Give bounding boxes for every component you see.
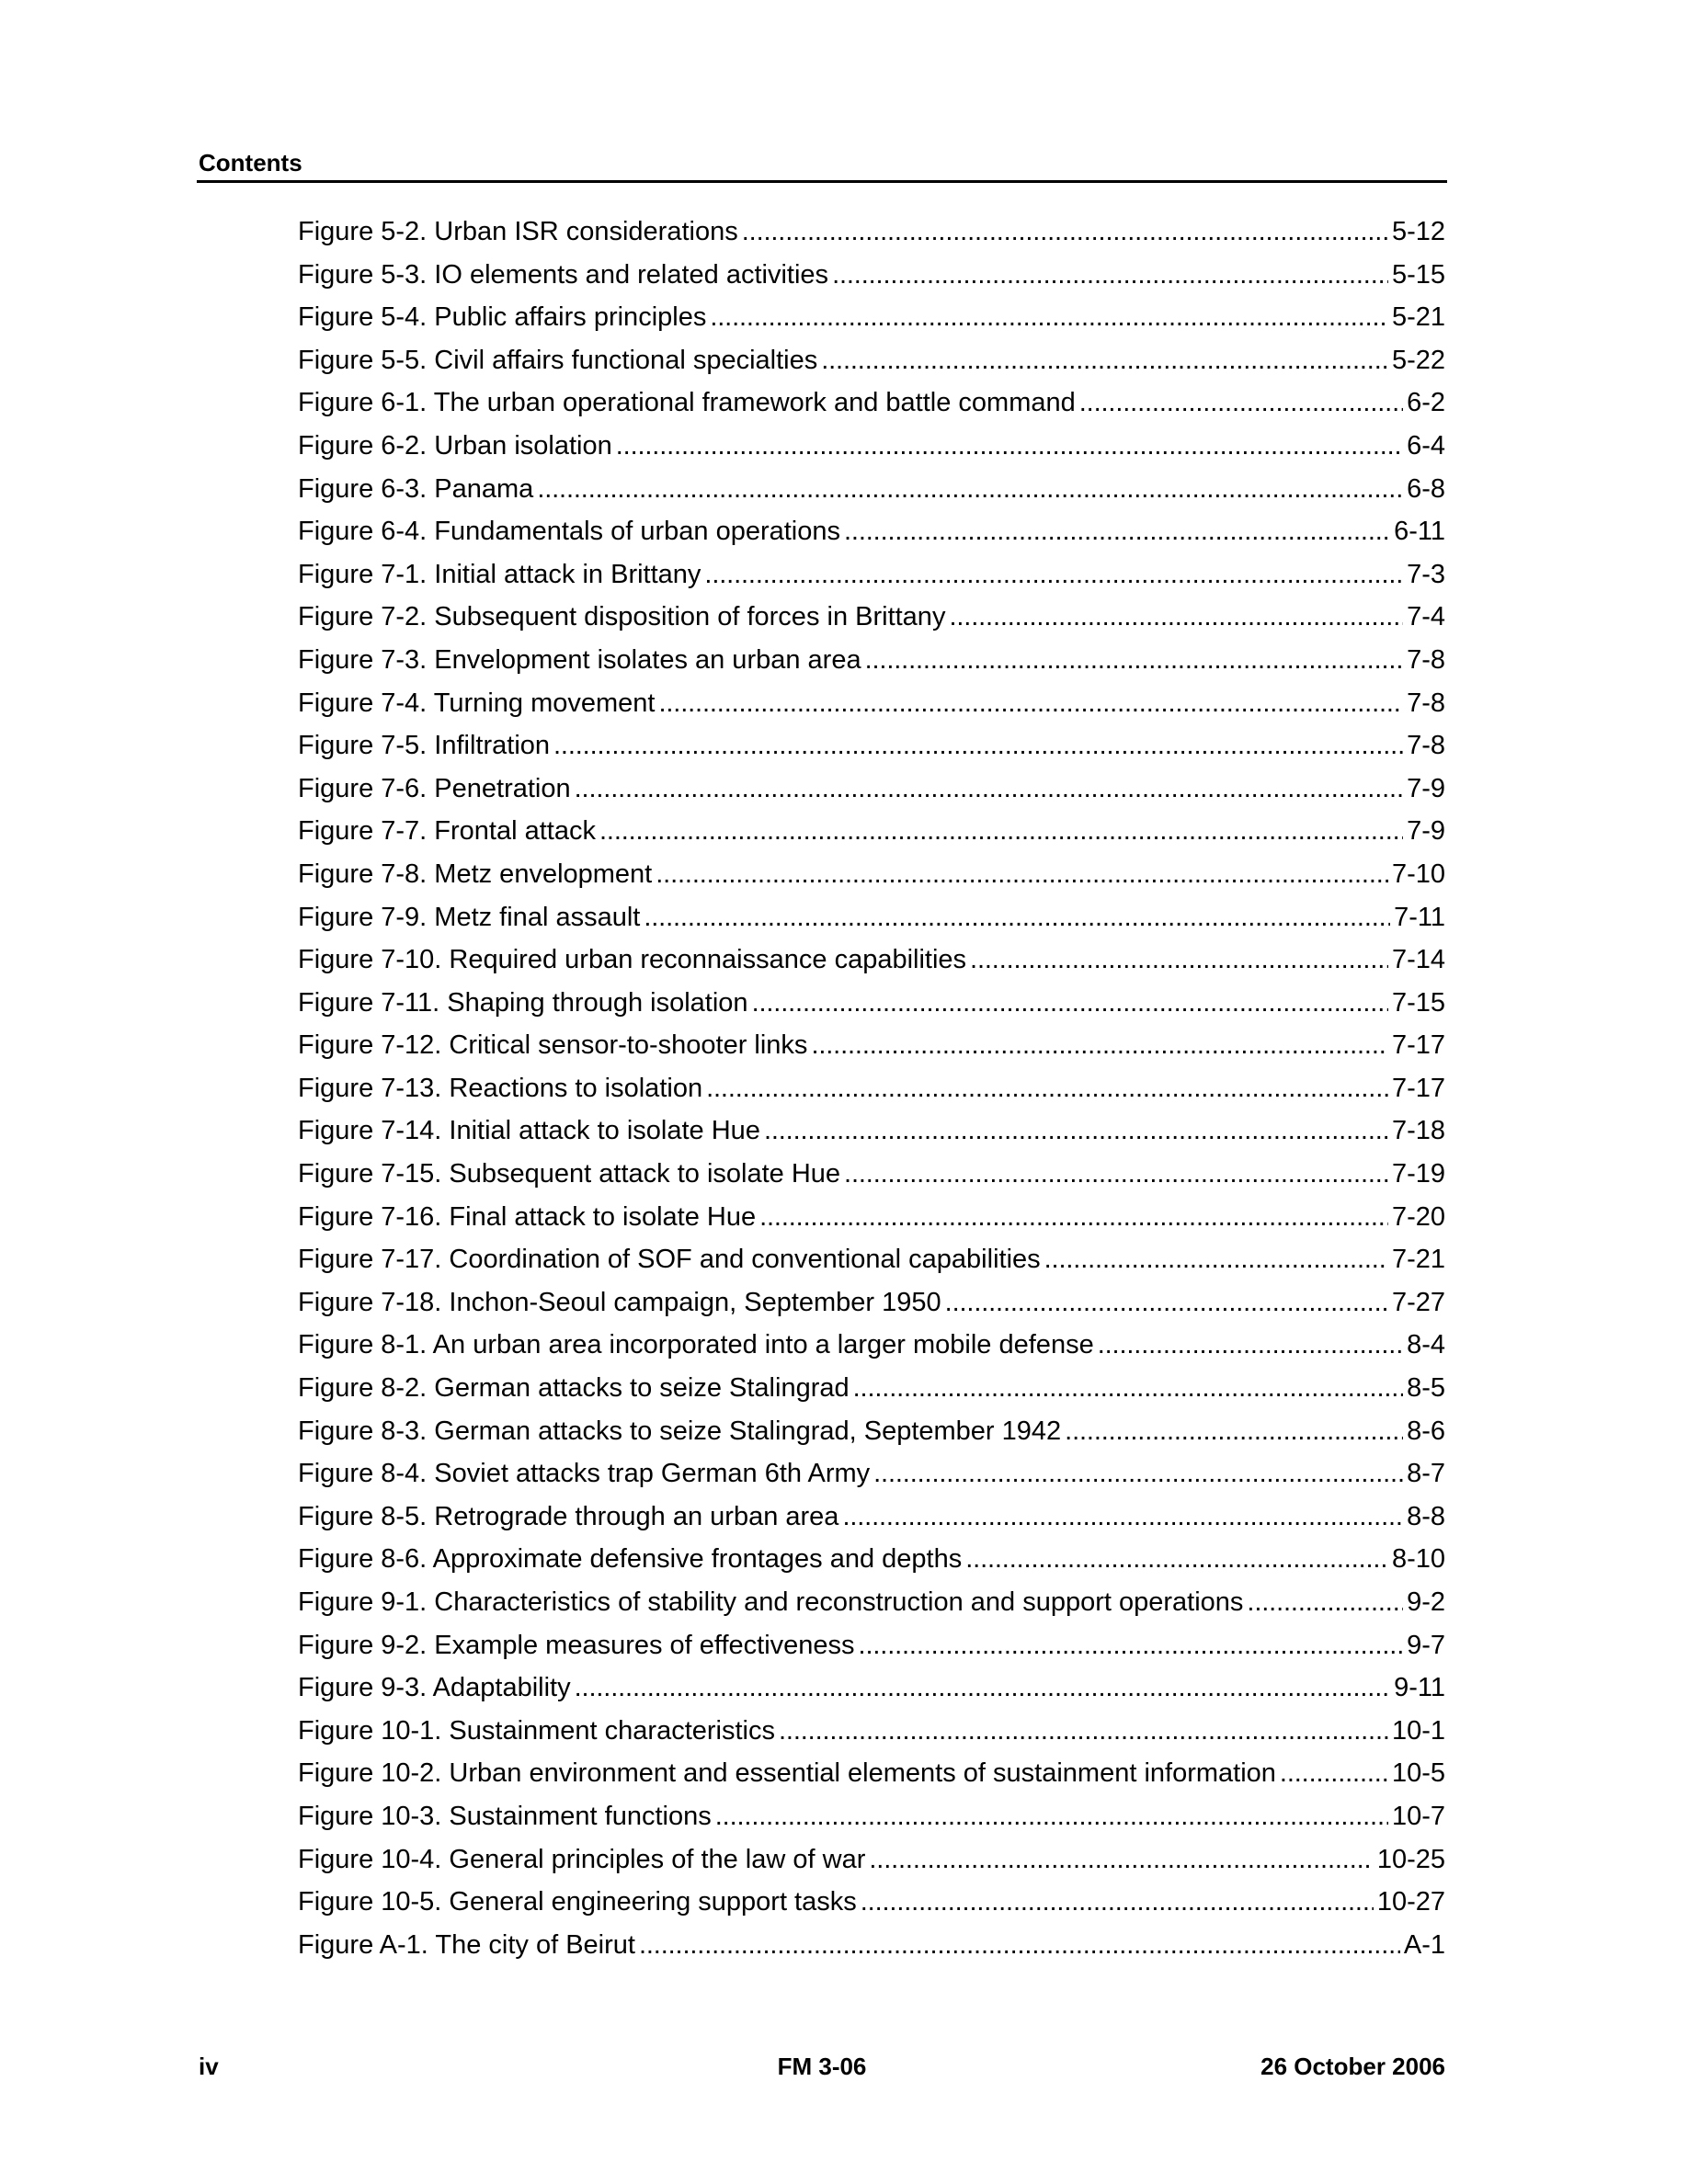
toc-entry[interactable] (298, 856, 1445, 899)
toc-entry-page: 5-12 (1391, 217, 1445, 246)
dot-leader (742, 213, 1388, 250)
toc-entry-page: 6-4 (1407, 430, 1445, 461)
toc-entry[interactable] (298, 1413, 1445, 1456)
toc-entry[interactable] (298, 1498, 1445, 1541)
dot-leader (865, 642, 1403, 678)
toc-entry-title: Figure 6-1. The urban operational framework and battle command (298, 388, 1076, 418)
toc-entry-page: 9-2 (1407, 1587, 1445, 1617)
dot-leader (779, 1712, 1388, 1749)
toc-entry-title: Figure 9-2. Example measures of effectiveness (298, 1630, 855, 1660)
toc-entry[interactable] (298, 1755, 1445, 1798)
toc-entry[interactable] (298, 899, 1445, 942)
toc-entry[interactable] (298, 556, 1445, 599)
toc-entry-page: 7-4 (1407, 602, 1445, 632)
toc-entry[interactable] (298, 1669, 1445, 1712)
dot-leader (1280, 1755, 1388, 1792)
dot-leader (704, 556, 1403, 593)
dot-leader (553, 727, 1403, 764)
toc-entry[interactable] (298, 1284, 1445, 1327)
toc-entry-title: Figure 7-12. Critical sensor-to-shooter links (298, 1030, 808, 1061)
toc-entry-page: 7-9 (1407, 773, 1445, 803)
toc-entry-title: Figure 7-11. Shaping through isolation (298, 987, 748, 1018)
dot-leader (861, 1883, 1374, 1920)
toc-entry-page: 7-10 (1391, 859, 1445, 889)
toc-entry-title: Figure 7-2. Subsequent disposition of forces in Brittany (298, 602, 946, 632)
dot-leader (575, 1669, 1390, 1706)
dot-leader (945, 1284, 1388, 1321)
toc-entry-page: 7-27 (1391, 1287, 1445, 1317)
toc-entry-title: Figure 9-1. Characteristics of stability and reconstruction and support operations (298, 1587, 1244, 1617)
toc-entry-page: 8-10 (1391, 1544, 1445, 1575)
dot-leader (537, 471, 1403, 507)
toc-entry-title: Figure 10-3. Sustainment functions (298, 1801, 712, 1831)
toc-entry-page: 7-19 (1391, 1159, 1445, 1189)
dot-leader (616, 427, 1403, 464)
toc-entry-page: 5-21 (1391, 302, 1445, 333)
toc-entry[interactable] (298, 384, 1445, 427)
toc-entry-page: 10-27 (1376, 1887, 1445, 1917)
toc-entry[interactable] (298, 1541, 1445, 1584)
toc-entry-page: 8-4 (1407, 1330, 1445, 1360)
toc-entry[interactable] (298, 1712, 1445, 1756)
toc-entry-title: Figure 7-9. Metz final assault (298, 902, 641, 932)
toc-entry-page: 10-1 (1391, 1715, 1445, 1746)
toc-entry-title: Figure 8-3. German attacks to seize Stalingrad, September 1942 (298, 1416, 1062, 1446)
toc-entry-title: Figure 8-6. Approximate defensive frontages and depths (298, 1544, 963, 1575)
toc-entry-title: Figure 5-3. IO elements and related activities (298, 259, 829, 290)
toc-entry-title: Figure 6-4. Fundamentals of urban operations (298, 517, 841, 547)
toc-entry-title: Figure 7-16. Final attack to isolate Hue (298, 1201, 757, 1232)
toc-entry-page: 7-17 (1391, 1030, 1445, 1061)
toc-entry-page: 8-6 (1407, 1416, 1445, 1446)
dot-leader (706, 1070, 1388, 1107)
toc-entry-page: 7-21 (1391, 1245, 1445, 1275)
toc-entry-page: 7-14 (1391, 945, 1445, 975)
toc-entry[interactable] (298, 1326, 1445, 1370)
toc-entry-title: Figure 7-6. Penetration (298, 773, 571, 803)
toc-entry-title: Figure 7-10. Required urban reconnaissance capabilities (298, 945, 967, 975)
dot-leader (1065, 1413, 1403, 1450)
toc-entry-title: Figure 10-1. Sustainment characteristics (298, 1715, 775, 1746)
toc-entry-title: Figure 5-5. Civil affairs functional specialties (298, 345, 818, 375)
toc-entry-page: 6-8 (1407, 473, 1445, 504)
running-header (197, 147, 1447, 183)
toc-entry-title: Figure 9-3. Adaptability (298, 1673, 571, 1703)
figure-list (298, 213, 1445, 1969)
toc-entry[interactable] (298, 642, 1445, 685)
toc-entry-title: Figure 5-2. Urban ISR considerations (298, 217, 738, 246)
running-footer (199, 2052, 1445, 2088)
footer-date: 26 October 2006 (1260, 2053, 1445, 2080)
header-title: Contents (199, 149, 302, 176)
toc-entry-page: 7-20 (1391, 1201, 1445, 1232)
toc-entry-page: 7-8 (1407, 644, 1445, 675)
toc-entry-title: Figure 7-4. Turning movement (298, 688, 656, 718)
toc-entry-page: A-1 (1403, 1929, 1445, 1960)
toc-entry-title: Figure 7-3. Envelopment isolates an urban area (298, 644, 861, 675)
toc-entry-title: Figure 7-17. Coordination of SOF and conventional capabilities (298, 1245, 1041, 1275)
toc-entry[interactable] (298, 685, 1445, 728)
toc-entry[interactable] (298, 1883, 1445, 1927)
dot-leader (1247, 1584, 1403, 1621)
toc-entry-title: Figure 6-3. Panama (298, 473, 534, 504)
toc-entry-page: 8-5 (1407, 1373, 1445, 1404)
toc-entry-page: 7-8 (1407, 688, 1445, 718)
toc-entry-page: 10-5 (1391, 1758, 1445, 1789)
dot-leader (764, 1112, 1388, 1149)
toc-entry-page: 7-11 (1394, 902, 1445, 932)
toc-entry-page: 5-22 (1391, 345, 1445, 375)
toc-entry[interactable] (298, 1455, 1445, 1498)
dot-leader (844, 513, 1390, 550)
toc-entry[interactable] (298, 1027, 1445, 1070)
dot-leader (832, 256, 1388, 293)
toc-entry[interactable] (298, 984, 1445, 1028)
dot-leader (575, 770, 1403, 807)
toc-entry-title: Figure 7-18. Inchon-Seoul campaign, September 1950 (298, 1287, 941, 1317)
toc-entry-title: Figure 8-4. Soviet attacks trap German 6th Army (298, 1459, 871, 1489)
toc-entry[interactable] (298, 1841, 1445, 1884)
toc-entry-title: Figure 7-8. Metz envelopment (298, 859, 653, 889)
dot-leader (759, 1199, 1388, 1235)
dot-leader (599, 813, 1403, 849)
toc-entry-page: 8-8 (1407, 1501, 1445, 1531)
dot-leader (811, 1027, 1388, 1064)
dot-leader (710, 299, 1388, 336)
toc-entry[interactable] (298, 1798, 1445, 1841)
toc-entry[interactable] (298, 1370, 1445, 1413)
toc-entry-page: 9-7 (1407, 1630, 1445, 1660)
toc-entry[interactable] (298, 513, 1445, 556)
dot-leader (752, 984, 1388, 1021)
toc-entry[interactable] (298, 598, 1445, 642)
toc-entry-title: Figure 10-5. General engineering support tasks (298, 1887, 857, 1917)
toc-entry-page: 9-11 (1394, 1673, 1445, 1703)
toc-entry-page: 7-9 (1407, 816, 1445, 847)
footer-page-number: iv (199, 2053, 219, 2080)
toc-entry[interactable] (298, 256, 1445, 300)
dot-leader (844, 1155, 1388, 1192)
toc-entry-page: 7-18 (1391, 1116, 1445, 1146)
footer-document-id: FM 3-06 (777, 2053, 867, 2080)
dot-leader (1098, 1326, 1403, 1363)
toc-entry-title: Figure A-1. The city of Beirut (298, 1929, 635, 1960)
dot-leader (656, 856, 1388, 893)
toc-entry-page: 6-11 (1394, 517, 1445, 547)
dot-leader (644, 899, 1390, 936)
toc-entry[interactable] (298, 813, 1445, 856)
toc-entry-title: Figure 7-14. Initial attack to isolate Hue (298, 1116, 760, 1146)
dot-leader (658, 685, 1403, 722)
dot-leader (1079, 384, 1403, 421)
toc-entry-title: Figure 10-2. Urban environment and essential elements of sustainment information (298, 1758, 1276, 1789)
toc-entry-page: 6-2 (1407, 388, 1445, 418)
toc-entry-title: Figure 7-1. Initial attack in Brittany (298, 559, 701, 589)
toc-entry[interactable] (298, 1070, 1445, 1113)
toc-entry[interactable] (298, 213, 1445, 256)
dot-leader (842, 1498, 1403, 1535)
dot-leader (869, 1841, 1373, 1878)
toc-entry[interactable] (298, 941, 1445, 984)
toc-entry-title: Figure 8-5. Retrograde through an urban area (298, 1501, 839, 1531)
toc-entry[interactable] (298, 1241, 1445, 1284)
toc-entry-page: 10-25 (1376, 1844, 1445, 1874)
toc-entry[interactable] (298, 1199, 1445, 1242)
toc-entry[interactable] (298, 471, 1445, 514)
toc-entry[interactable] (298, 1112, 1445, 1155)
toc-entry[interactable] (298, 1927, 1445, 1970)
toc-entry-title: Figure 7-13. Reactions to isolation (298, 1073, 703, 1103)
toc-entry-title: Figure 8-1. An urban area incorporated into a larger mobile defense (298, 1330, 1094, 1360)
dot-leader (853, 1370, 1403, 1406)
toc-entry-page: 8-7 (1407, 1459, 1445, 1489)
toc-entry-page: 5-15 (1391, 259, 1445, 290)
dot-leader (970, 941, 1388, 978)
toc-entry[interactable] (298, 1155, 1445, 1199)
toc-entry-title: Figure 5-4. Public affairs principles (298, 302, 707, 333)
toc-entry[interactable] (298, 1627, 1445, 1670)
toc-entry[interactable] (298, 770, 1445, 813)
toc-entry[interactable] (298, 1584, 1445, 1627)
toc-entry-title: Figure 10-4. General principles of the law of war (298, 1844, 866, 1874)
toc-entry-page: 10-7 (1391, 1801, 1445, 1831)
dot-leader (859, 1627, 1404, 1664)
dot-leader (1044, 1241, 1388, 1278)
toc-entry-page: 7-3 (1407, 559, 1445, 589)
toc-entry-title: Figure 7-15. Subsequent attack to isolate Hue (298, 1159, 841, 1189)
toc-entry[interactable] (298, 342, 1445, 385)
toc-entry[interactable] (298, 727, 1445, 770)
dot-leader (965, 1541, 1388, 1577)
dot-leader (949, 598, 1403, 635)
toc-entry-title: Figure 7-7. Frontal attack (298, 816, 596, 847)
toc-entry-page: 7-8 (1407, 731, 1445, 761)
toc-entry[interactable] (298, 427, 1445, 471)
toc-entry-page: 7-17 (1391, 1073, 1445, 1103)
dot-leader (639, 1927, 1400, 1963)
dot-leader (873, 1455, 1403, 1492)
dot-leader (821, 342, 1388, 379)
toc-entry-title: Figure 8-2. German attacks to seize Stalingrad (298, 1373, 850, 1404)
toc-entry-title: Figure 6-2. Urban isolation (298, 430, 612, 461)
toc-entry[interactable] (298, 299, 1445, 342)
dot-leader (715, 1798, 1388, 1835)
toc-entry-title: Figure 7-5. Infiltration (298, 731, 551, 761)
toc-entry-page: 7-15 (1391, 987, 1445, 1018)
